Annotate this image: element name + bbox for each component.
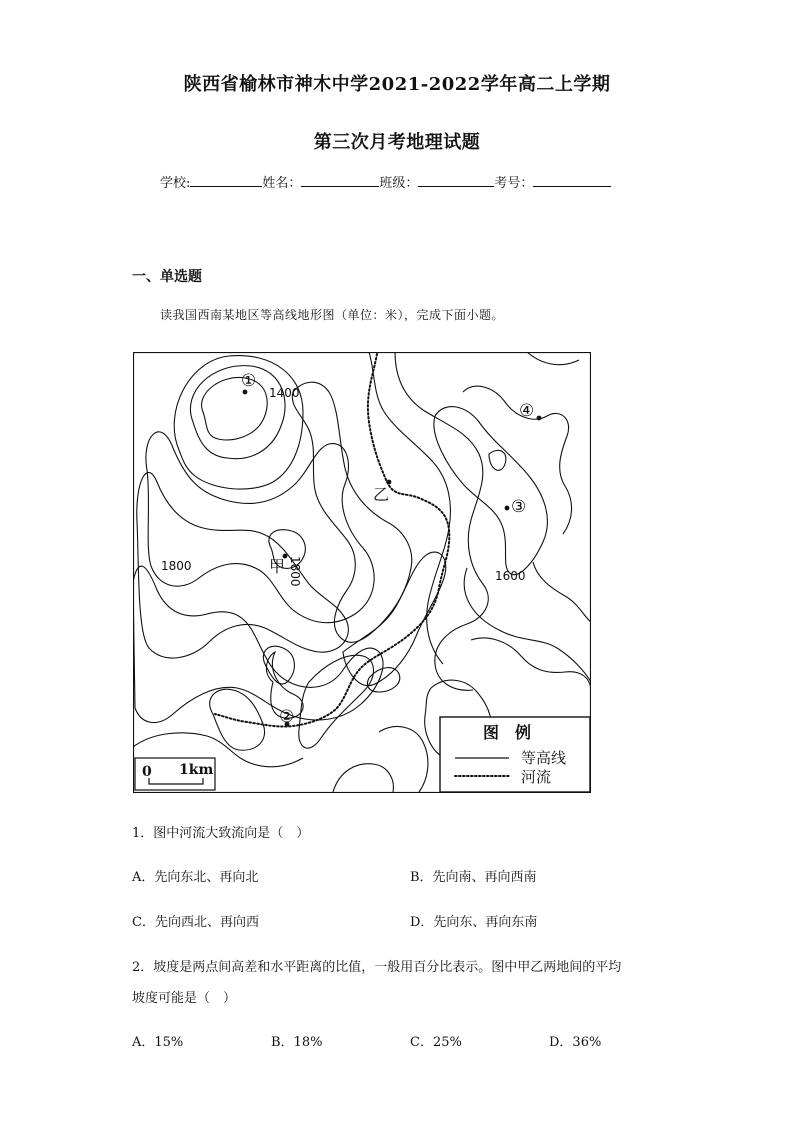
scale-bar	[135, 758, 215, 790]
question-1-text: 图中河流大致流向是（ ）	[153, 826, 310, 841]
scale-distance: 1km	[179, 762, 214, 778]
name-label: 姓名：	[262, 176, 302, 191]
point-label-jia: 甲	[269, 557, 286, 576]
contour-label-1600: 1600	[495, 569, 526, 583]
q2-option-a[interactable]: A．15%	[132, 1035, 184, 1050]
question-2	[132, 956, 621, 975]
question-2-text-line1: 坡度是两点间高差和水平距离的比值，一般用百分比表示。图中甲乙两地间的平均	[153, 960, 622, 975]
exam-no-blank[interactable]	[533, 174, 611, 187]
page-title: 陕西省榆林市神木中学2021-2022学年高二上学期	[183, 74, 611, 95]
page-subtitle: 第三次月考地理试题	[313, 132, 481, 153]
contour-label-1800-jia: 1800	[288, 556, 302, 587]
point-label-2: ②	[279, 707, 295, 727]
point-label-3: ③	[511, 497, 527, 517]
question-2-number: 2．	[132, 960, 154, 975]
legend	[440, 717, 590, 792]
q2-option-d[interactable]: D．36%	[549, 1035, 602, 1050]
point-4-dot	[537, 416, 542, 421]
q1-option-c[interactable]: C．先向西北、再向西	[132, 915, 259, 930]
section-title: 一、单选题	[132, 269, 202, 285]
school-blank[interactable]	[190, 174, 262, 187]
class-blank[interactable]	[418, 174, 494, 187]
legend-title: 图 例	[483, 723, 532, 742]
question-1	[132, 822, 309, 841]
exam-no-label: 考号：	[494, 176, 534, 191]
contour-map	[133, 352, 591, 793]
question-1-number: 1．	[132, 826, 154, 841]
q2-option-c[interactable]: C．25%	[410, 1035, 462, 1050]
q1-option-a[interactable]: A．先向东北、再向北	[132, 870, 259, 885]
point-label-4: ④	[519, 401, 535, 421]
name-blank[interactable]	[301, 174, 379, 187]
question-intro: 读我国西南某地区等高线地形图（单位：米），完成下面小题。	[160, 308, 505, 322]
question-2-text-line2: 坡度可能是（ ）	[132, 991, 237, 1006]
q1-option-b[interactable]: B．先向南、再向西南	[410, 870, 537, 885]
contour-label-1800-west: 1800	[161, 559, 192, 573]
q1-option-d[interactable]: D．先向东、再向东南	[410, 915, 538, 930]
scale-zero: 0	[142, 764, 152, 780]
student-info-line	[160, 172, 611, 191]
legend-contour-label: 等高线	[521, 749, 567, 767]
point-3-dot	[505, 506, 510, 511]
point-yi-dot	[387, 480, 392, 485]
class-label: 班级：	[379, 176, 419, 191]
point-label-1: ①	[241, 371, 257, 391]
legend-river-label: 河流	[521, 768, 552, 786]
point-label-yi: 乙	[373, 485, 390, 504]
contour-label-1400: 1400	[269, 386, 300, 400]
q2-option-b[interactable]: B．18%	[271, 1035, 323, 1050]
school-label: 学校:	[160, 176, 191, 191]
